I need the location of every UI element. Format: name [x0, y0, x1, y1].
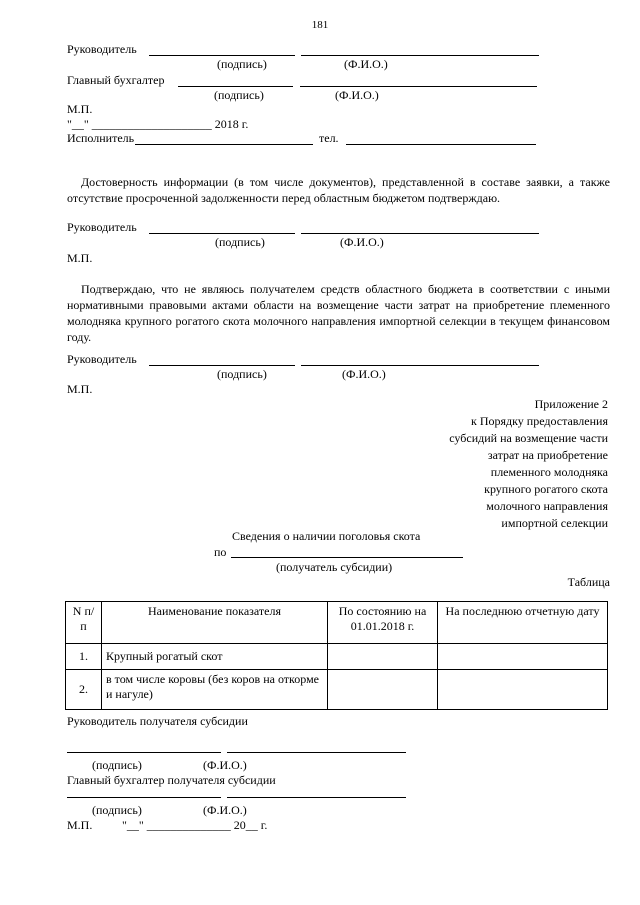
row-number: 1.	[66, 644, 102, 670]
table-row	[66, 644, 608, 670]
column-header: На последнюю отчетную дату	[438, 602, 608, 644]
chief-accountant-label: Главный бухгалтер	[67, 73, 165, 87]
executor-line[interactable]	[135, 144, 313, 145]
stamp-place: М.П.	[67, 818, 93, 832]
head-fio-line[interactable]	[301, 365, 539, 366]
page-number: 181	[311, 19, 329, 31]
head-fio-line[interactable]	[301, 233, 539, 234]
indicator-name: в том числе коровы (без коров на откорме и нагуле)	[102, 670, 328, 710]
indicator-name: Крупный рогатый скот	[102, 644, 328, 670]
head-signature-line[interactable]	[149, 55, 295, 56]
fio-caption: (Ф.И.О.)	[335, 88, 379, 102]
recipient-head-label: Руководитель получателя субсидии	[67, 714, 248, 728]
table-label: Таблица	[567, 575, 610, 589]
appendix-line: затрат на приобретение	[487, 448, 608, 462]
fio-caption: (Ф.И.О.)	[203, 758, 247, 772]
phone-line[interactable]	[346, 144, 536, 145]
recipient-accountant-signature-line[interactable]	[67, 797, 221, 798]
head-signature-line[interactable]	[149, 233, 295, 234]
row-number: 2.	[66, 670, 102, 710]
signature-caption: (подпись)	[92, 758, 142, 772]
appendix-line: субсидий на возмещение части	[449, 431, 608, 445]
form-title: Сведения о наличии поголовья скота	[232, 529, 421, 543]
signature-caption: (подпись)	[217, 367, 267, 381]
recipient-head-signature-line[interactable]	[67, 752, 221, 753]
appendix-line: племенного молодняка	[490, 465, 608, 479]
accountant-signature-line[interactable]	[178, 86, 293, 87]
recipient-accountant-fio-line[interactable]	[227, 797, 406, 798]
fio-caption: (Ф.И.О.)	[340, 235, 384, 249]
value-cell[interactable]	[328, 644, 438, 670]
table-row	[66, 670, 608, 710]
appendix-line: Приложение 2	[534, 397, 608, 411]
executor-label: Исполнитель	[67, 131, 135, 145]
head-signature-line[interactable]	[149, 365, 295, 366]
fio-caption: (Ф.И.О.)	[203, 803, 247, 817]
reliability-statement: Достоверность информации (в том числе документов), представленной в составе заявки, а также отсутствие просроченной задолженности перед областным бюджетом подтверждаю.	[67, 175, 610, 205]
confirmation-statement: Подтверждаю, что не являюсь получателем средств областного бюджета в соответствии с иными нормативными правовыми актами области на возмещение части затрат на приобретение племенного молодняка крупного рогатого скота молочного направления импортной селекции в текущем финансовом году.	[67, 282, 610, 344]
signature-caption: (подпись)	[217, 57, 267, 71]
recipient-line[interactable]	[231, 557, 463, 558]
head-label: Руководитель	[67, 42, 137, 56]
appendix-line: к Порядку предоставления	[470, 414, 608, 428]
recipient-head-fio-line[interactable]	[227, 752, 406, 753]
date-line: "__" ____________________ 2018 г.	[67, 117, 249, 131]
value-cell[interactable]	[438, 670, 608, 710]
stamp-place: М.П.	[67, 382, 93, 396]
appendix-line: молочного направления	[486, 499, 608, 513]
value-cell[interactable]	[328, 670, 438, 710]
fio-caption: (Ф.И.О.)	[342, 367, 386, 381]
stamp-place: М.П.	[67, 251, 93, 265]
appendix-line: импортной селекции	[501, 516, 608, 530]
accountant-fio-line[interactable]	[300, 86, 537, 87]
fio-caption: (Ф.И.О.)	[344, 57, 388, 71]
appendix-heading	[449, 396, 608, 532]
recipient-chief-accountant-label: Главный бухгалтер получателя субсидии	[67, 773, 276, 787]
phone-label: тел.	[319, 131, 339, 145]
signature-caption: (подпись)	[92, 803, 142, 817]
table-header-row	[66, 602, 608, 644]
livestock-table	[65, 601, 608, 710]
column-header: По состоянию на 01.01.2018 г.	[328, 602, 438, 644]
date-line: "__" ______________ 20__ г.	[122, 818, 268, 832]
by-label: по	[214, 545, 227, 559]
column-header: Наименование показателя	[102, 602, 328, 644]
head-label: Руководитель	[67, 352, 137, 366]
signature-caption: (подпись)	[215, 235, 265, 249]
signature-caption: (подпись)	[214, 88, 264, 102]
appendix-line: крупного рогатого скота	[484, 482, 608, 496]
head-fio-line[interactable]	[301, 55, 539, 56]
stamp-place: М.П.	[67, 102, 93, 116]
recipient-caption: (получатель субсидии)	[276, 560, 393, 574]
head-label: Руководитель	[67, 220, 137, 234]
column-header: N п/п	[66, 602, 102, 644]
value-cell[interactable]	[438, 644, 608, 670]
